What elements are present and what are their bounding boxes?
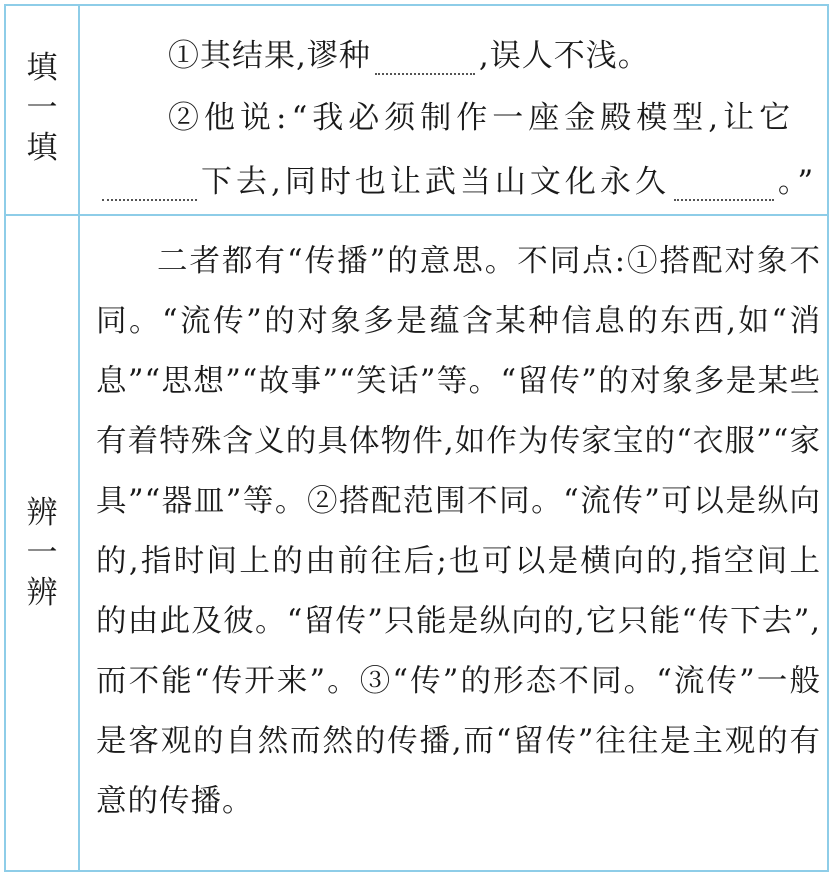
fill-in-section (78, 6, 827, 214)
fill-item-2-line-1: ②他说:“我必须制作一座金殿模型,让它 (168, 100, 796, 136)
fill-in-label (6, 48, 78, 168)
fill-item-2-line-2 (98, 156, 817, 201)
label-char: 一 (26, 90, 58, 126)
label-char: 填 (26, 130, 58, 166)
blank-1 (375, 42, 475, 75)
fill-item-2-middle: 下去,同时也让武当山文化永久 (201, 164, 670, 200)
blank-3 (674, 168, 774, 201)
label-char: 一 (26, 535, 58, 571)
label-char: 辨 (26, 495, 58, 531)
label-char: 辨 (26, 575, 58, 611)
fill-item-1 (168, 30, 650, 75)
fill-item-1-after: ,误人不浅。 (478, 38, 650, 74)
exercise-table (4, 4, 829, 872)
label-char: 填 (26, 50, 58, 86)
fill-item-1-before: ①其结果,谬种 (168, 38, 371, 74)
blank-2 (102, 168, 197, 201)
fill-item-2-end: 。” (777, 164, 818, 200)
distinguish-paragraph: 二者都有“传播”的意思。不同点:①搭配对象不同。“流传”的对象多是蕴含某种信息的东西,如“消息”“思想”“故事”“笑话”等。“留传”的对象多是某些有着特殊含义的具体物件,如作为传家宝的“衣服”“家具”“器皿”等。②搭配范围不同。“流传”可以是纵向的,指时间上的由前往后;也可以是横向的,指空间上的由此及彼。“留传”只能是纵向的,它只能“传下去”,而不能“传开来”。③“传”的形态不同。“流传”一般是客观的自然而然的传播,而“留传”往往是主观的有意的传播。 (96, 244, 821, 819)
row-divider (6, 214, 827, 216)
distinguish-label (6, 493, 78, 613)
